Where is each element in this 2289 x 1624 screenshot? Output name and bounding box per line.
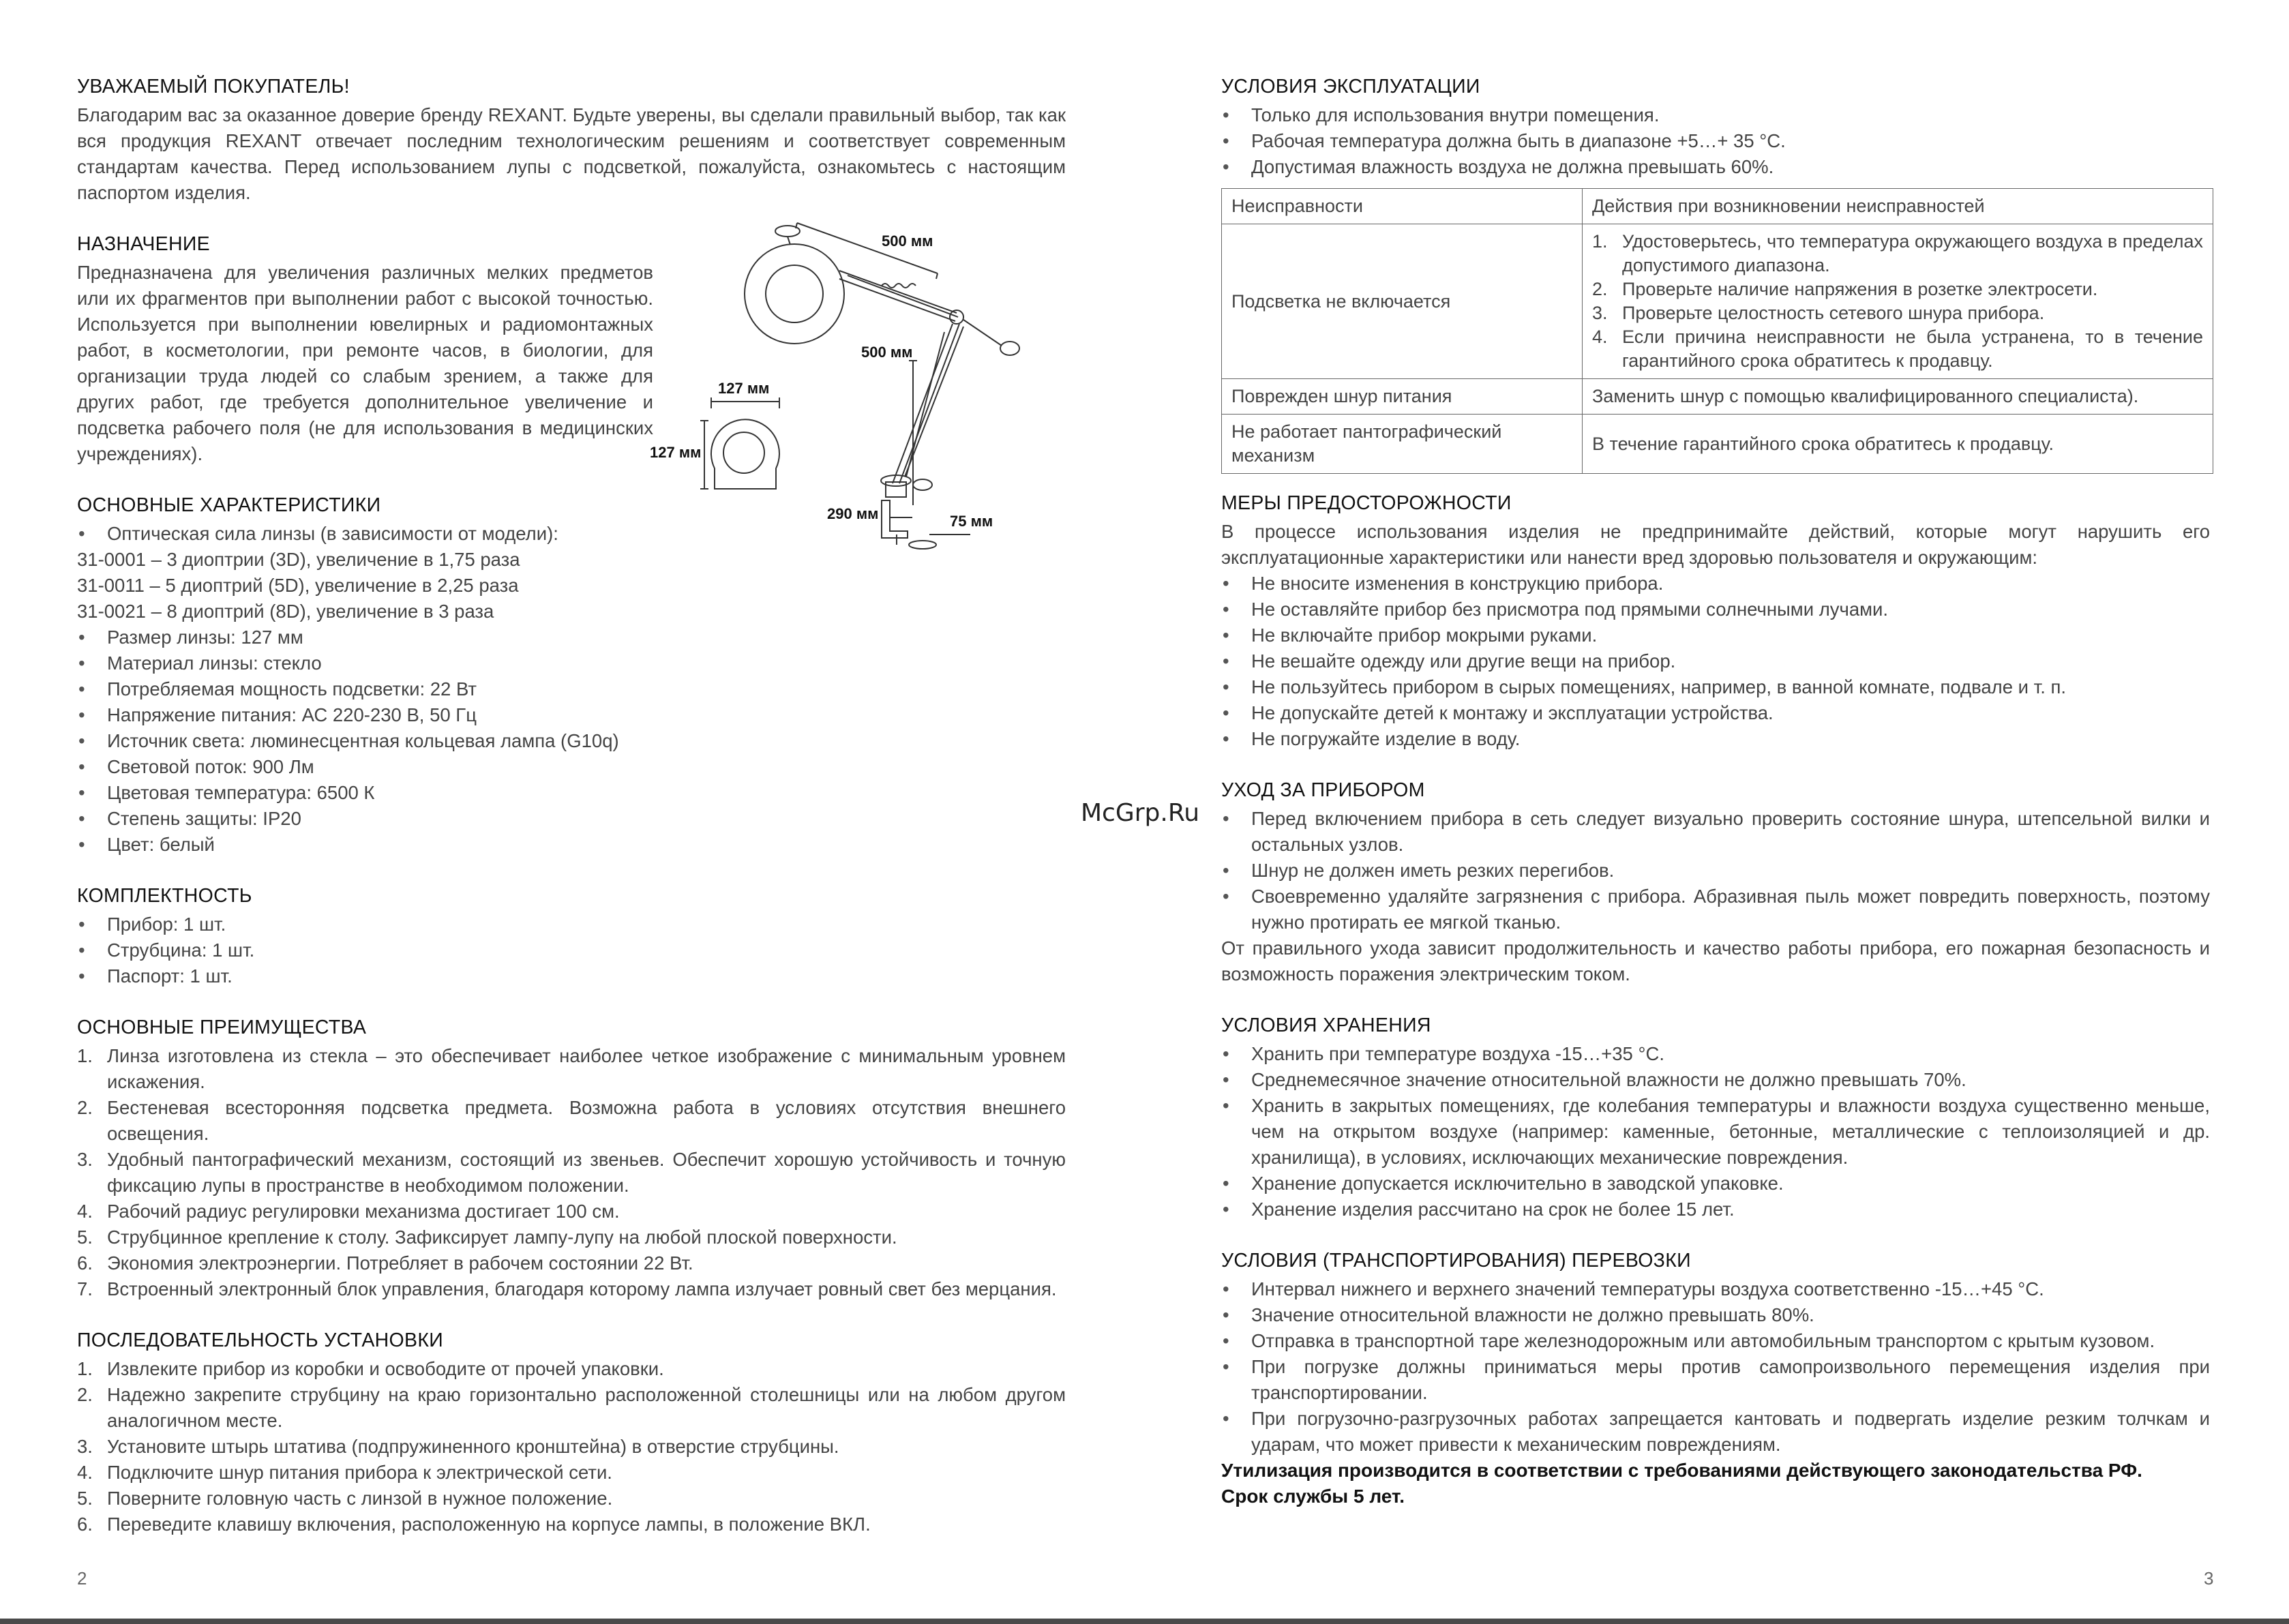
care-item: • Шнур не должен иметь резких перегибов. bbox=[1221, 858, 2210, 884]
advantage-item: 4. Рабочий радиус регулировки механизма достигает 100 см. bbox=[77, 1201, 620, 1222]
install-section bbox=[77, 1327, 1066, 1537]
table-header-cell: Неисправности bbox=[1222, 189, 1583, 224]
install-step: 3. Установите штырь штатива (подпружиненного кронштейна) в отверстие струбцины. bbox=[77, 1436, 839, 1457]
advantage-item: 2. Бестеневая всесторонняя подсветка предмета. Возможна работа в условиях отсутствия внешнего освещения. bbox=[77, 1097, 1066, 1144]
transport-section bbox=[1221, 1248, 2210, 1509]
transport-item: • Отправка в транспортной таре железнодорожным или автомобильным транспортом с крытым кузовом. bbox=[1221, 1328, 2210, 1354]
lamp-head-outer bbox=[745, 244, 844, 344]
purpose-text: Предназначена для увеличения различных мелких предметов или их фрагментов при выполнении работ с высокой точностью. Используется при выполнении ювелирных и радиомонтажных работ, в косметологии, при ремонте часов, в биологии, для организации труда людей со слабым зрением, а также для других работ, где требуется дополнительное увеличение и подсветка рабочего поля (не для использования в медицинских учреждениях). bbox=[77, 262, 653, 464]
kit-item: • Паспорт: 1 шт. bbox=[77, 963, 1066, 989]
table-header-cell: Действия при возникновении неисправностей bbox=[1583, 189, 2213, 224]
spec-item: • Размер линзы: 127 мм bbox=[77, 625, 1066, 650]
kit-item: • Струбцина: 1 шт. bbox=[77, 937, 1066, 963]
page-number-right: 3 bbox=[2204, 1568, 2214, 1589]
advantage-item: 3. Удобный пантографический механизм, состоящий из звеньев. Обеспечит хорошую устойчивость и точную фиксацию лупы в пространстве в необходимом положении. bbox=[77, 1149, 1066, 1196]
watermark: McGrp.Ru bbox=[1081, 799, 1200, 827]
storage-title: УСЛОВИЯ ХРАНЕНИЯ bbox=[1221, 1014, 1431, 1036]
care-item: • Своевременно удаляйте загрязнения с прибора. Абразивная пыль может повредить поверхность, поэтому нужно протирать ее мягкой тканью. bbox=[1221, 884, 2210, 935]
lens-front-inner bbox=[723, 432, 764, 473]
spec-item: • Цветовая температура: 6500 К bbox=[77, 780, 1066, 806]
dim-arm-upper-label: 500 мм bbox=[882, 232, 933, 250]
dim-clamp-label: 75 мм bbox=[950, 513, 993, 530]
kit-section bbox=[77, 883, 1066, 989]
transport-item: • Интервал нижнего и верхнего значений температуры воздуха соответственно -15…+45 °С. bbox=[1221, 1276, 2210, 1302]
table-row bbox=[1222, 379, 2213, 415]
transport-item: • Значение относительной влажности не должно превышать 80%. bbox=[1221, 1302, 2210, 1328]
dim-lens-width-label: 127 мм bbox=[718, 380, 770, 397]
operation-item: • Рабочая температура должна быть в диапазоне +5…+ 35 °С. bbox=[1221, 128, 2210, 154]
page-number-left: 2 bbox=[77, 1568, 87, 1589]
action-item: 4. Если причина неисправности не была устранена, то в течение гарантийного срока обратитесь к продавцу. bbox=[1592, 327, 2203, 371]
spec-item: • Источник света: люминесцентная кольцевая лампа (G10q) bbox=[77, 728, 1066, 754]
operation-item: • Только для использования внутри помещения. bbox=[1221, 102, 2210, 128]
storage-item: • Хранение допускается исключительно в заводской упаковке. bbox=[1221, 1171, 2210, 1197]
precaution-item: • Не допускайте детей к монтажу и эксплуатации устройства. bbox=[1221, 700, 2210, 726]
storage-item: • Среднемесячное значение относительной влажности не должно превышать 70%. bbox=[1221, 1067, 2210, 1093]
action-item: 3. Проверьте целостность сетевого шнура прибора. bbox=[1592, 303, 2045, 323]
spec-item: • Цвет: белый bbox=[77, 832, 1066, 858]
precaution-item: • Не погружайте изделие в воду. bbox=[1221, 726, 2210, 752]
install-step: 1. Извлеките прибор из коробки и освободите от прочей упаковки. bbox=[77, 1358, 664, 1379]
operation-item: • Допустимая влажность воздуха не должна превышать 60%. bbox=[1221, 154, 2210, 180]
install-step: 2. Надежно закрепите струбцину на краю горизонтально расположенной столешницы или на любом другом аналогичном месте. bbox=[77, 1384, 1066, 1431]
lifetime-note: Срок службы 5 лет. bbox=[1221, 1486, 1405, 1507]
care-section bbox=[1221, 777, 2210, 987]
advantages-title: ОСНОВНЫЕ ПРЕИМУЩЕСТВА bbox=[77, 1017, 367, 1038]
fault-cell: Не работает пантографический механизм bbox=[1222, 415, 1583, 474]
precaution-item: • Не вносите изменения в конструкцию прибора. bbox=[1221, 571, 2210, 597]
greeting-section bbox=[77, 74, 1066, 206]
spec-model: 31-0021 – 8 диоптрий (8D), увеличение в 3 раза bbox=[77, 601, 494, 622]
spec-item: • Материал линзы: стекло bbox=[77, 650, 1066, 676]
magnifier-lamp-diagram bbox=[650, 190, 1141, 552]
greeting-title: УВАЖАЕМЫЙ ПОКУПАТЕЛЬ! bbox=[77, 76, 350, 97]
advantage-item: 6. Экономия электроэнергии. Потребляет в рабочем состоянии 22 Вт. bbox=[77, 1252, 693, 1274]
actions-cell bbox=[1583, 224, 2213, 379]
operation-title: УСЛОВИЯ ЭКСПЛУАТАЦИИ bbox=[1221, 76, 1480, 97]
transport-item: • При погрузке должны приниматься меры против самопроизвольного перемещения изделия при транспортировании. bbox=[1221, 1354, 2210, 1406]
storage-item: • Хранение изделия рассчитано на срок не более 15 лет. bbox=[1221, 1197, 2210, 1222]
dim-lens-height-label: 127 мм bbox=[650, 444, 702, 461]
table-header-row bbox=[1222, 189, 2213, 224]
purpose-title: НАЗНАЧЕНИЕ bbox=[77, 233, 210, 255]
precaution-item: • Не вешайте одежду или другие вещи на прибор. bbox=[1221, 648, 2210, 674]
lamp-head-inner bbox=[766, 265, 823, 322]
spec-item: • Световой поток: 900 Лм bbox=[77, 754, 1066, 780]
disposal-note: Утилизация производится в соответствии с требованиями действующего законодательства РФ. bbox=[1221, 1460, 2142, 1481]
transport-title: УСЛОВИЯ (ТРАНСПОРТИРОВАНИЯ) ПЕРЕВОЗКИ bbox=[1221, 1250, 1691, 1272]
care-item: • Перед включением прибора в сеть следует визуально проверить состояние шнура, штепсельной вилки и остальных узлов. bbox=[1221, 806, 2210, 858]
advantage-item: 7. Встроенный электронный блок управления, благодаря которому лампа излучает ровный свет без мерцания. bbox=[77, 1278, 1057, 1299]
dim-base-height-label: 290 мм bbox=[827, 505, 879, 522]
spec-item: • Потребляемая мощность подсветки: 22 Вт bbox=[77, 676, 1066, 702]
dim-arm-lower-label: 500 мм bbox=[861, 344, 913, 361]
spec-model: 31-0011 – 5 диоптрий (5D), увеличение в 2,25 раза bbox=[77, 575, 519, 596]
precautions-section bbox=[1221, 490, 2210, 752]
action-item: 1. Удостоверьтесь, что температура окружающего воздуха в пределах допустимого диапазона. bbox=[1592, 231, 2203, 275]
transport-item: • При погрузочно-разгрузочных работах запрещается кантовать и подвергать изделие резким толчкам и ударам, что может привести к механическим повреждениям. bbox=[1221, 1406, 2210, 1458]
action-cell: В течение гарантийного срока обратитесь к продавцу. bbox=[1583, 415, 2213, 474]
storage-item: • Хранить при температуре воздуха -15…+35 °С. bbox=[1221, 1041, 2210, 1067]
spec-item: • Напряжение питания: АС 220-230 В, 50 Гц bbox=[77, 702, 1066, 728]
action-item: 2. Проверьте наличие напряжения в розетке электросети. bbox=[1592, 279, 2098, 299]
troubleshooting-table bbox=[1221, 188, 2213, 474]
care-text: От правильного ухода зависит продолжительность и качество работы прибора, его пожарная безопасность и возможность поражения электрическим током. bbox=[1221, 937, 2210, 984]
table-row bbox=[1222, 224, 2213, 379]
advantages-section bbox=[77, 1014, 1066, 1302]
install-step: 6. Переведите клавишу включения, расположенную на корпусе лампы, в положение ВКЛ. bbox=[77, 1514, 871, 1535]
precaution-item: • Не пользуйтесь прибором в сырых помещениях, например, в ванной комнате, подвале и т. п. bbox=[1221, 674, 2210, 700]
greeting-text: Благодарим вас за оказанное доверие бренду REXANT. Будьте уверены, вы сделали правильный выбор, так как вся продукция REXANT отвечает последним технологическим решениям и соответствует современным стандартам качества. Перед использованием лупы с подсветкой, пожалуйста, ознакомьтесь с настоящим паспортом изделия. bbox=[77, 104, 1066, 203]
precautions-lead: В процессе использования изделия не предпринимайте действий, которые могут нарушить его эксплуатационные характеристики или нанести вред здоровью пользователя и окружающим: bbox=[1221, 521, 2210, 568]
advantage-item: 1. Линза изготовлена из стекла – это обеспечивает наиболее четкое изображение с минимальным уровнем искажения. bbox=[77, 1045, 1066, 1092]
specs-lead: • Оптическая сила линзы (в зависимости от модели): bbox=[77, 521, 1066, 547]
care-title: УХОД ЗА ПРИБОРОМ bbox=[1221, 779, 1425, 801]
bottom-divider bbox=[0, 1619, 2289, 1624]
install-step: 4. Подключите шнур питания прибора к электрической сети. bbox=[77, 1462, 612, 1483]
kit-title: КОМПЛЕКТНОСТЬ bbox=[77, 885, 252, 907]
precaution-item: • Не оставляйте прибор без присмотра под прямыми солнечными лучами. bbox=[1221, 597, 2210, 622]
spec-item: • Степень защиты: IP20 bbox=[77, 806, 1066, 832]
storage-section bbox=[1221, 1012, 2210, 1222]
advantage-item: 5. Струбцинное крепление к столу. Зафиксирует лампу-лупу на любой плоской поверхности. bbox=[77, 1227, 897, 1248]
storage-item: • Хранить в закрытых помещениях, где колебания температуры и влажности воздуха существенно меньше, чем на открытом воздухе (например: каменные, бетонные, металлические с теплоизоляцией и др. хранилища), в условиях, исключающих механические повреждения. bbox=[1221, 1093, 2210, 1171]
action-cell: Заменить шнур с помощью квалифицированного специалиста). bbox=[1583, 379, 2213, 415]
install-title: ПОСЛЕДОВАТЕЛЬНОСТЬ УСТАНОВКИ bbox=[77, 1329, 444, 1351]
left-page bbox=[77, 74, 1066, 1563]
fault-cell: Поврежден шнур питания bbox=[1222, 379, 1583, 415]
operation-section bbox=[1221, 74, 2210, 474]
spec-model: 31-0001 – 3 диоптрии (3D), увеличение в 1,75 раза bbox=[77, 549, 520, 570]
fault-cell: Подсветка не включается bbox=[1222, 224, 1583, 379]
right-page bbox=[1221, 74, 2210, 1535]
kit-item: • Прибор: 1 шт. bbox=[77, 912, 1066, 937]
table-row bbox=[1222, 415, 2213, 474]
precaution-item: • Не включайте прибор мокрыми руками. bbox=[1221, 622, 2210, 648]
specs-title: ОСНОВНЫЕ ХАРАКТЕРИСТИКИ bbox=[77, 494, 381, 516]
install-step: 5. Поверните головную часть с линзой в нужное положение. bbox=[77, 1488, 613, 1509]
precautions-title: МЕРЫ ПРЕДОСТОРОЖНОСТИ bbox=[1221, 492, 1512, 514]
